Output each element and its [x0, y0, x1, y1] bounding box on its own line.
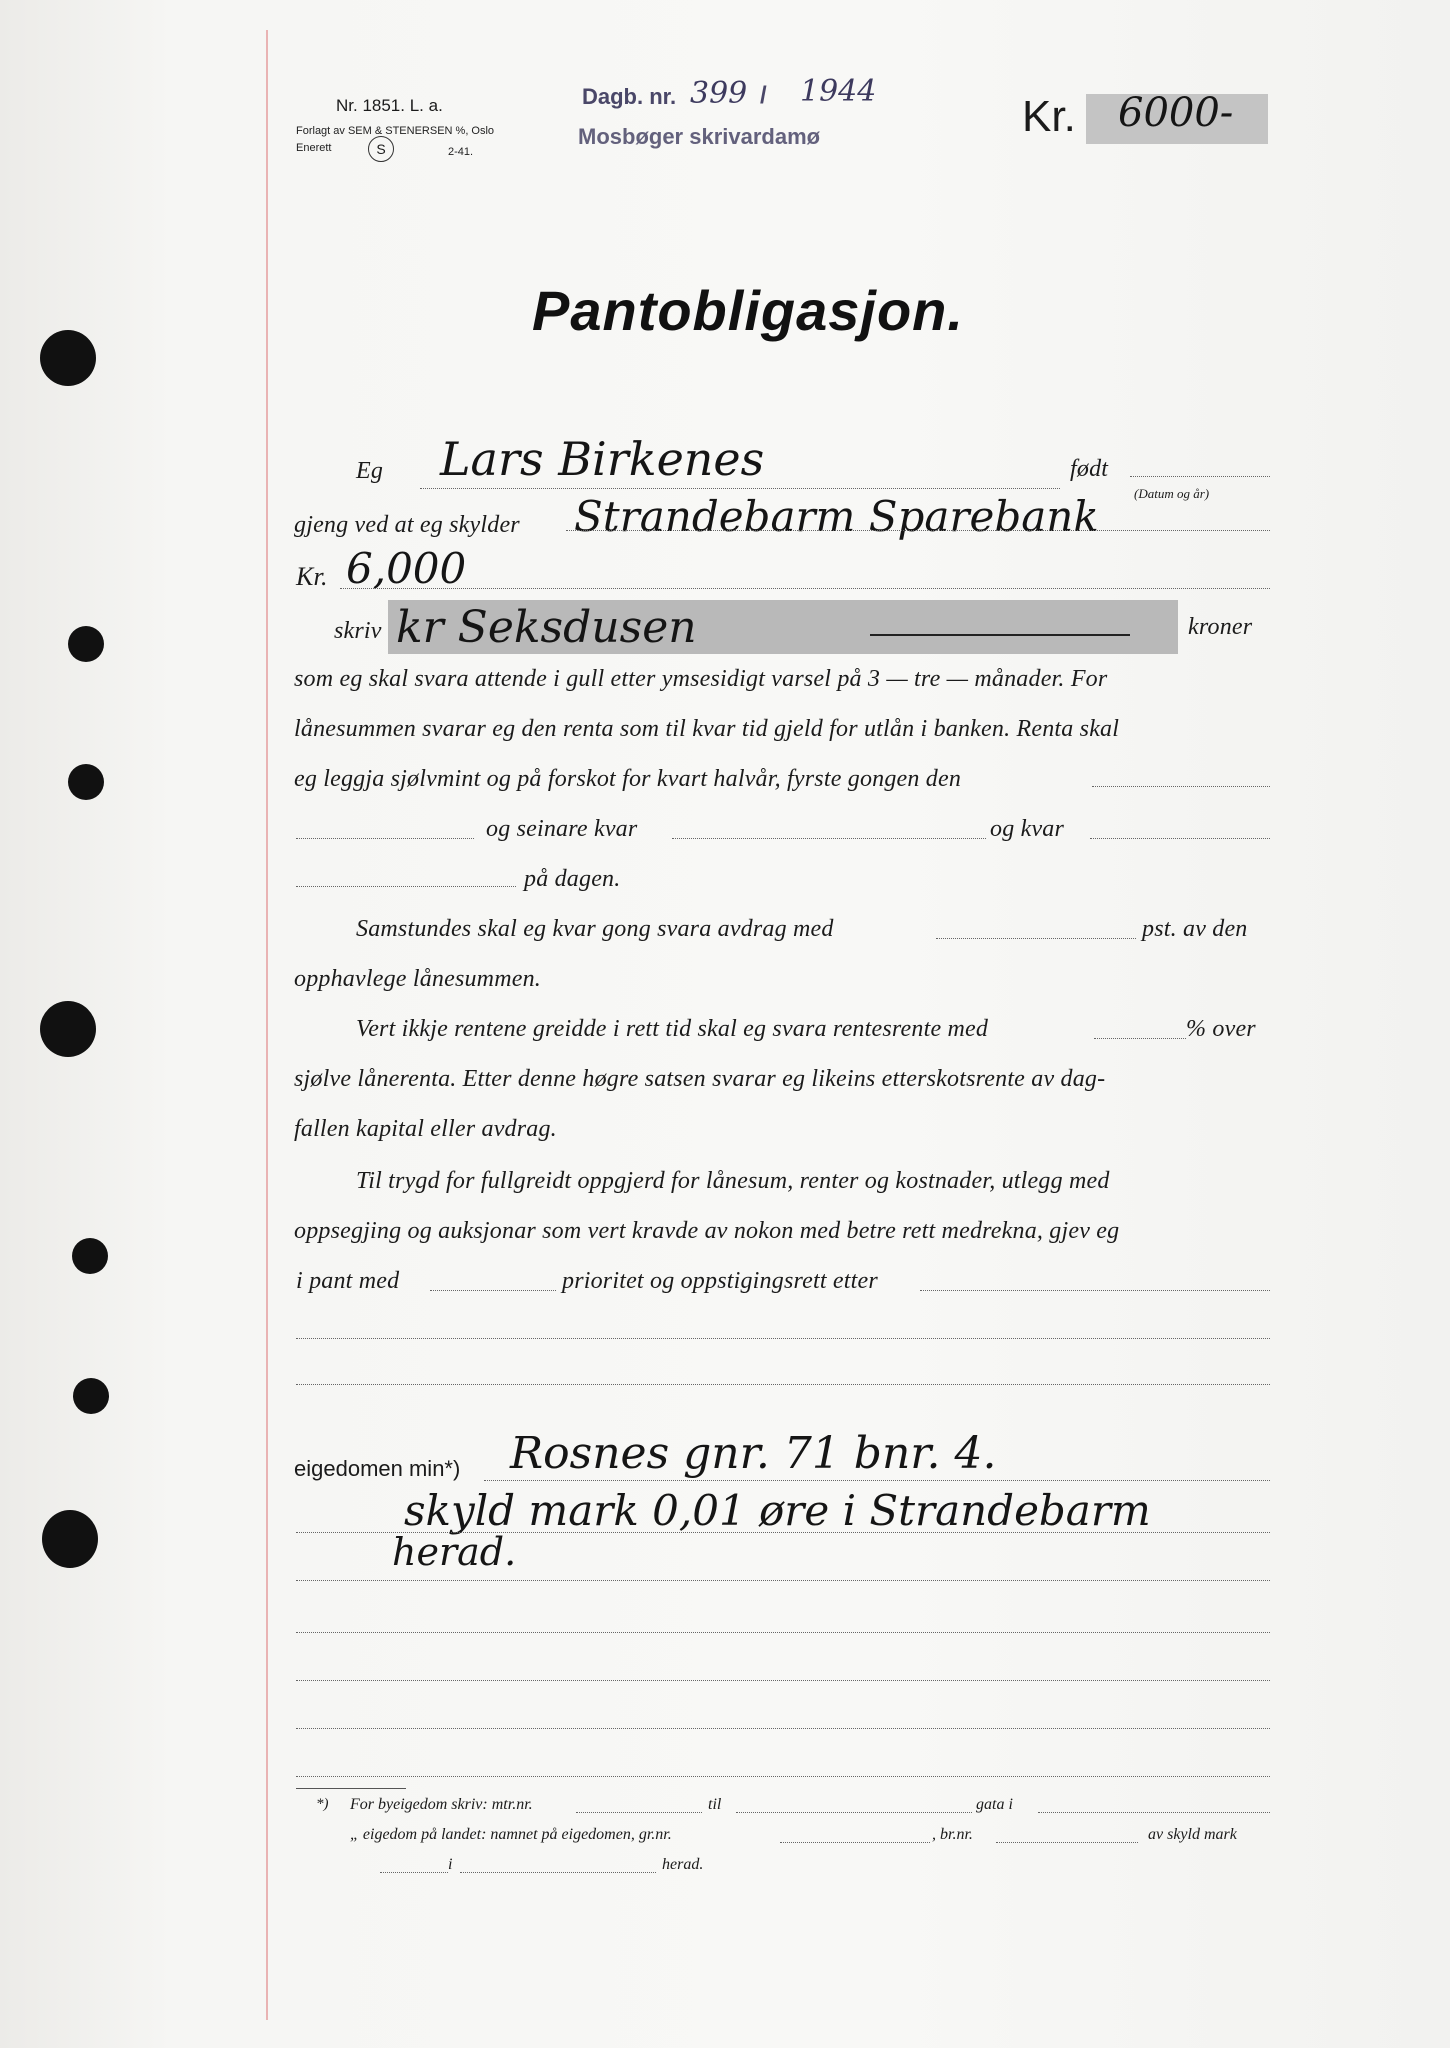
body-line-8b: % over: [1186, 1016, 1256, 1042]
punch-hole: [40, 330, 96, 386]
amount-value: 6000-: [1118, 90, 1234, 136]
footnote-l2b: , br.nr.: [932, 1826, 973, 1843]
punch-hole: [68, 764, 104, 800]
punch-hole: [68, 626, 104, 662]
rentesrente-line: [1094, 1038, 1186, 1039]
amount-label: Kr.: [1022, 92, 1076, 141]
body-line-3: eg leggja sjølvmint og på forskot for kvart halvår, fyrste gongen den: [294, 766, 962, 792]
skylder-label: gjeng ved at eg skylder: [294, 512, 520, 538]
fodt-label: født: [1070, 456, 1109, 482]
footnote-l1a: For byeigedom skriv: mtr.nr.: [350, 1796, 533, 1813]
publisher-date: 2-41.: [448, 146, 474, 158]
body-line-11: Til trygd for fullgreidt oppgjerd for lånesum, renter og kostnader, utlegg med: [356, 1168, 1110, 1194]
body-line-9: sjølve lånerenta. Etter denne høgre satsen svarar eg likeins etterskotsrente av dag-: [294, 1066, 1106, 1092]
property-line-1: [484, 1480, 1270, 1481]
blank-line-1: [296, 1338, 1270, 1339]
footnote-l1b: til: [708, 1796, 722, 1813]
skriv-label: skriv: [334, 618, 382, 644]
kr-line: [340, 588, 1270, 589]
body-line-2: lånesummen svarar eg den renta som til kvar tid gjeld for utlån i banken. Renta skal: [294, 716, 1120, 742]
fodt-line: [1130, 476, 1270, 477]
kvar-line: [672, 838, 986, 839]
body-line-6a: Samstundes skal eg kvar gong svara avdrag med: [356, 916, 834, 942]
property-hand-3: herad.: [392, 1530, 517, 1574]
journal-number: 399: [690, 76, 748, 111]
avdrag-line: [936, 938, 1136, 939]
footnote-dots: [380, 1872, 448, 1873]
property-line-3: [296, 1580, 1270, 1581]
punch-hole: [73, 1378, 109, 1414]
footnote-l2c: av skyld mark: [1148, 1826, 1237, 1843]
body-line-4a: og seinare kvar: [486, 816, 638, 842]
footnote-rule: [296, 1788, 406, 1789]
publisher-seal-icon: S: [368, 136, 394, 162]
footnote-l1c: gata i: [976, 1796, 1013, 1813]
footnote-l2a: „ eigedom på landet: namnet på eigedomen, gr.nr.: [350, 1826, 672, 1843]
prioritet-line: [430, 1290, 556, 1291]
stamp-office: Mosbøger skrivardamø: [578, 124, 821, 149]
eg-label: Eg: [356, 458, 384, 484]
blank-line-2: [296, 1384, 1270, 1385]
creditor-name: Strandebarm Sparebank: [574, 492, 1099, 541]
form-number: Nr. 1851. L. a.: [336, 96, 443, 115]
property-line-6: [296, 1728, 1270, 1729]
property-hand-2: skyld mark 0,01 øre i Strandebarm: [404, 1486, 1151, 1535]
kr-amount: 6,000: [346, 544, 467, 593]
footnote-star: *): [316, 1796, 329, 1812]
body-line-7: opphavlege lånesummen.: [294, 966, 542, 992]
journal-slash: /: [760, 82, 767, 109]
body-line-4b: og kvar: [990, 816, 1065, 842]
journal-stamp-prefix: Dagb. nr.: [582, 84, 677, 109]
creditor-line: [566, 530, 1270, 531]
publisher-enerett: Enerett: [296, 142, 332, 154]
journal-year: 1944: [800, 74, 877, 109]
page-title: Pantobligasjon.: [532, 279, 964, 342]
skriv-dash: [870, 634, 1130, 636]
kvar-line-2: [1090, 838, 1270, 839]
property-line-5: [296, 1680, 1270, 1681]
dagen-line: [296, 886, 516, 887]
body-line-13a: i pant med: [296, 1268, 400, 1294]
datum-hint: (Datum og år): [1134, 486, 1210, 501]
footnote-dots: [736, 1812, 972, 1813]
property-hand-1: Rosnes gnr. 71 bnr. 4.: [510, 1428, 997, 1479]
red-margin-line: [266, 30, 268, 2020]
body-line-1: som eg skal svara attende i gull etter ymsesidigt varsel på 3 — tre — månader. For: [294, 666, 1108, 692]
footnote-dots: [460, 1872, 656, 1873]
name-line: [420, 488, 1060, 489]
body-line-5: på dagen.: [524, 866, 621, 892]
property-line-7: [296, 1776, 1270, 1777]
kroner-label: kroner: [1188, 614, 1253, 640]
body-line-12: oppsegjing og auksjonar som vert kravde av nokon med betre rett medrekna, gjev eg: [294, 1218, 1120, 1244]
property-label: eigedomen min*): [294, 1456, 461, 1481]
footnote-dots: [996, 1842, 1138, 1843]
etter-line: [920, 1290, 1270, 1291]
punch-hole: [42, 1510, 98, 1568]
body-line-8a: Vert ikkje rentene greidde i rett tid skal eg svara rentesrente med: [356, 1016, 989, 1042]
property-line-4: [296, 1632, 1270, 1633]
punch-hole: [40, 1001, 96, 1057]
body-line-13b: prioritet og oppstigingsrett etter: [562, 1268, 878, 1294]
footnote-l3a: i: [448, 1856, 453, 1873]
body-line-10: fallen kapital eller avdrag.: [294, 1116, 557, 1142]
kr-label: Kr.: [296, 562, 328, 591]
publisher-line: Forlagt av SEM & STENERSEN %, Oslo: [296, 125, 495, 137]
footnote-dots: [780, 1842, 930, 1843]
punch-hole: [72, 1238, 108, 1274]
footnote-dots: [1038, 1812, 1270, 1813]
body-line-6b: pst. av den: [1142, 916, 1248, 942]
debtor-name: Lars Birkenes: [440, 432, 765, 486]
footnote-dots: [576, 1812, 702, 1813]
skriv-amount: kr Seksdusen: [396, 602, 697, 653]
footnote-l3b: herad.: [662, 1856, 704, 1873]
date-line-2: [296, 838, 474, 839]
date-line: [1092, 786, 1270, 787]
